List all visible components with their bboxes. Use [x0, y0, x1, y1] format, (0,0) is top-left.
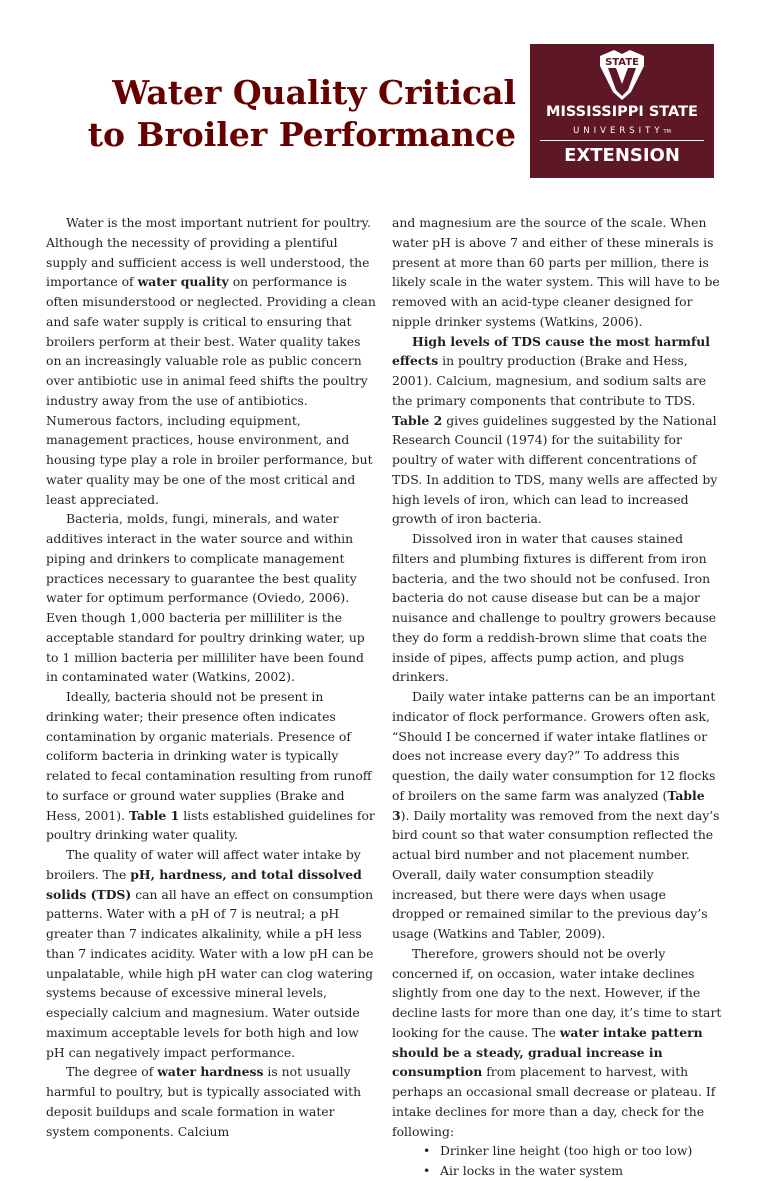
left-column — [46, 213, 376, 1141]
checklist — [392, 1141, 722, 1181]
paragraph-coliform: Ideally, bacteria should not be present in drinking water; their presence often indicates contamination by organic materials. Presence of coliform bacteria in drinking water is typically related to fecal contamination resulting from runoff to surface or ground water supplies (Brake and Hess, 2001). Table 1 lists established guidelines for poultry drinking water quality. — [46, 689, 375, 843]
msu-extension-logo — [530, 44, 714, 178]
logo-divider — [540, 140, 704, 141]
paragraph-intake-patterns: Daily water intake patterns can be an important indicator of flock performance. Growers often ask, “Should I be concerned if water intake flatlines or does not increase every day?” To address this question, the daily water consumption for 12 flocks of broilers on the same farm was analyzed (Table 3). Daily mortality was removed from the next day’s bird count so that water consumption reflected the actual bird number and not placement number. Overall, daily water consumption steadily increased, but there were days when usage dropped or remained similar to the previous day’s usage (Watkins and Tabler, 2009). — [392, 689, 720, 941]
bullet-icon: • — [423, 1163, 431, 1178]
paragraph-iron: Dissolved iron in water that causes stained filters and plumbing fixtures is different from iron bacteria, and the two should not be confused. Iron bacteria do not cause disease but can be a major nuisance and challenge to poultry growers because they do form a reddish-brown slime that coats the inside of pipes, affects pump action, and plugs drinkers. — [392, 531, 717, 685]
list-item: • Air locks in the water system — [392, 1161, 722, 1181]
paragraph-hardness: The degree of water hardness is not usually harmful to poultry, but is typically associated with deposit buildups and scale formation in water system components. Calcium — [46, 1064, 362, 1139]
paragraph-scale: and magnesium are the source of the scale. When water pH is above 7 and either of these minerals is present at more than 60 parts per million, there is likely scale in the water system. This will have to be removed with an acid-type cleaner designed for nipple drinker systems (Watkins, 2006). — [392, 215, 720, 329]
title-line-1: Water Quality Critical — [112, 73, 516, 112]
paragraph-intro: Water is the most important nutrient for poultry. Although the necessity of providing a plentiful supply and sufficient access is well understood, the importance of water quality on performance is often misunderstood or neglected. Providing a clean and safe water supply is critical to ensuring that broilers perform at their best. Water quality takes on an increasingly valuable role as public concern over antibiotic use in animal feed shifts the poultry industry away from the use of antibiotics. Numerous factors, including equipment, management practices, house environment, and housing type play a role in broiler performance, but water quality may be one of the most critical and least appreciated. — [46, 215, 376, 507]
paragraph-tds: High levels of TDS cause the most harmful effects in poultry production (Brake and Hess, 2001). Calcium, magnesium, and sodium salts are the primary components that contribute to TDS. Table 2 gives guidelines suggested by the National Research Council (1974) for the suitability for poultry of water with different concentrations of TDS. In addition to TDS, many wells are affected by high levels of iron, which can lead to increased growth of iron bacteria. — [392, 333, 718, 527]
logo-university-name: MISSISSIPPI STATE — [546, 104, 698, 120]
shield-text: STATE — [605, 57, 639, 68]
bullet-icon: • — [423, 1143, 431, 1159]
list-item: • Drinker line height (too high or too low) — [392, 1141, 722, 1161]
paragraph-bacteria: Bacteria, molds, fungi, minerals, and water additives interact in the water source and within piping and drinkers to complicate management practices necessary to guarantee the best quality water for optimum performance (Oviedo, 2006). Even though 1,000 bacteria per milliliter is the acceptable standard for poultry drinking water, up to 1 million bacteria per milliliter have been found in contaminated water (Watkins, 2002). — [46, 511, 365, 685]
page-title — [80, 72, 516, 156]
paragraph-decline: Therefore, growers should not be overly concerned if, on occasion, water intake declines slightly from one day to the next. However, if the decline lasts for more than one day, it’s time to start looking for the cause. The water intake pattern should be a steady, gradual increase in consumption from placement to harvest, with perhaps an occasional small decrease or plateau. If intake declines for more than a day, check for the following: — [392, 945, 722, 1139]
paragraph-ph: The quality of water will affect water intake by broilers. The pH, hardness, and total dissolved solids (TDS) can all have an effect on consumption patterns. Water with a pH of 7 is neutral; a pH greater than 7 indicates alkalinity, while a pH less than 7 indicates acidity. Water with a low pH can be unpalatable, while high pH water can clog watering systems because of excessive mineral levels, especially calcium and magnesium. Water outside maximum acceptable levels for both high and low pH can negatively impact performance. — [46, 847, 374, 1060]
state-shield-icon — [530, 44, 714, 104]
title-line-2: to Broiler Performance — [87, 115, 516, 154]
logo-university-word: UNIVERSITYTM — [573, 126, 671, 136]
right-column — [392, 213, 722, 1181]
trademark-symbol: TM — [663, 129, 671, 135]
logo-extension: EXTENSION — [564, 145, 680, 166]
